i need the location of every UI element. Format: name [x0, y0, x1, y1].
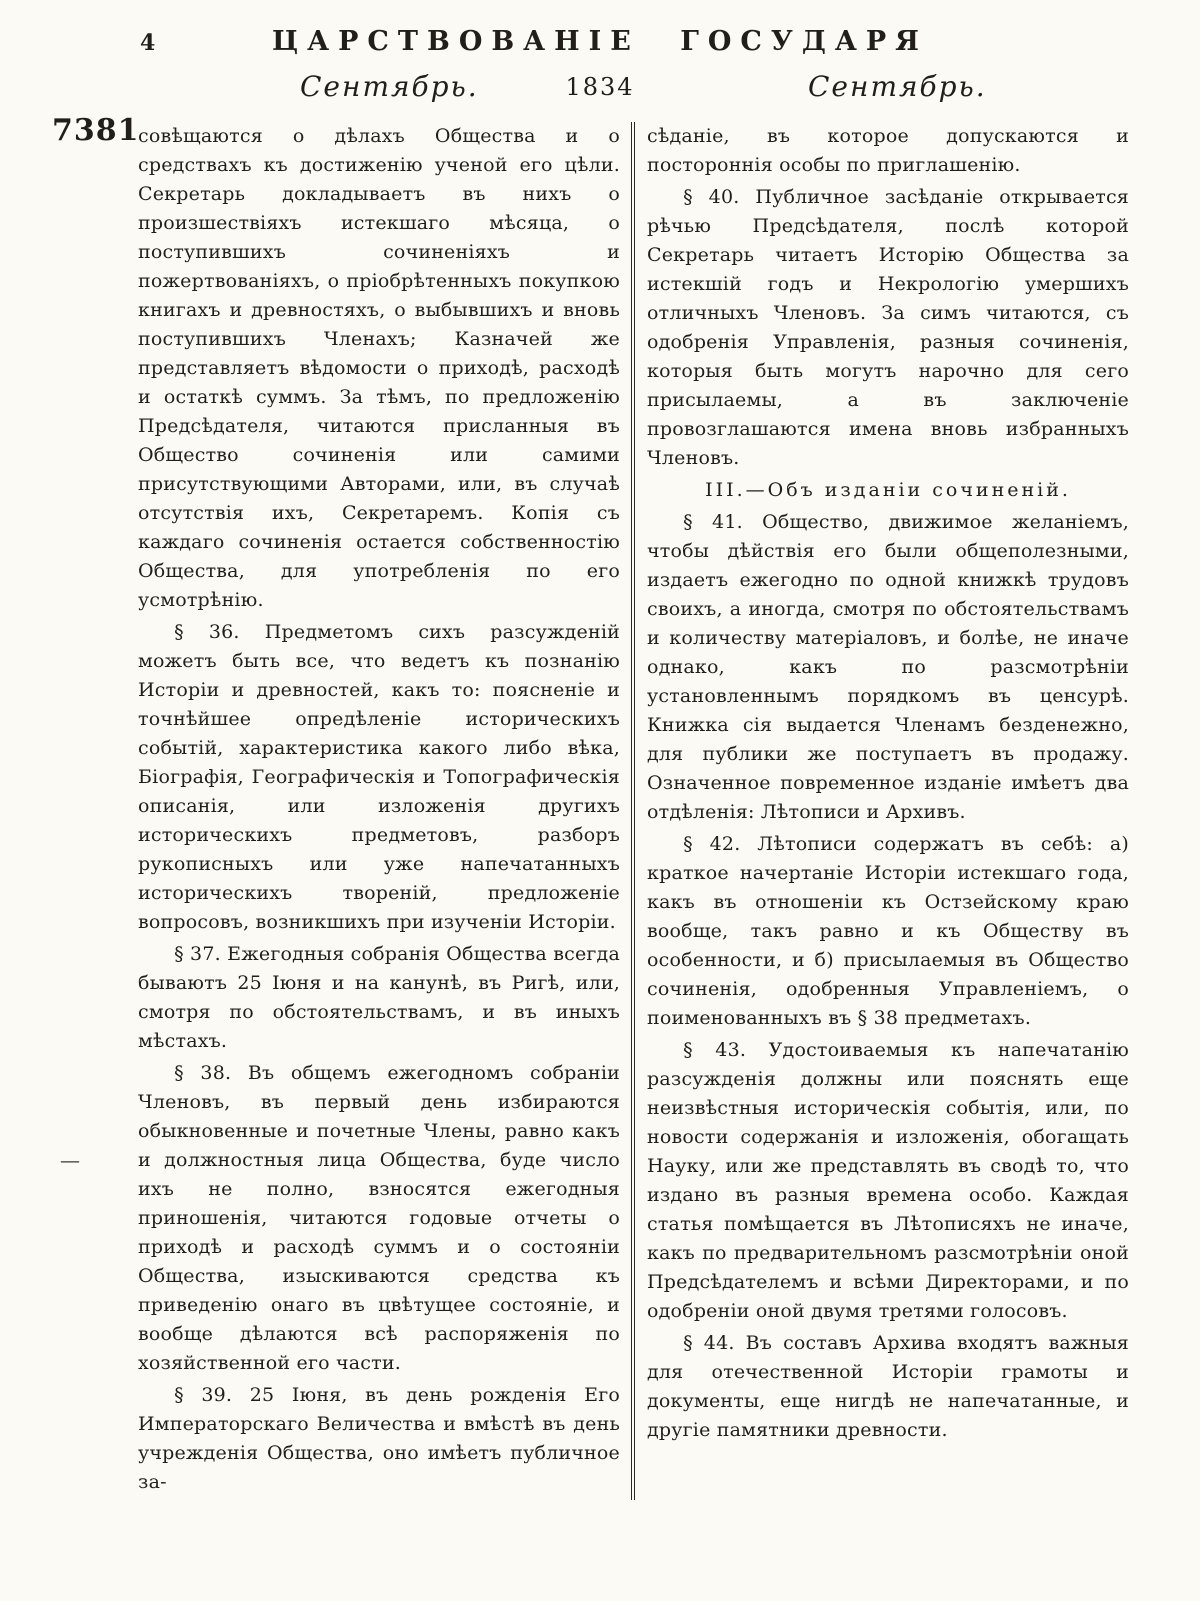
column-divider-rule — [631, 122, 635, 1500]
paragraph: § 41. Общество, движимое желаніемъ, чтобы дѣйствія его были общеполезными, издаетъ ежегодно по одной книжкѣ трудовъ своихъ, а иногда, смотря по обстоятельствамъ и количеству матеріаловъ, и болѣе, не иначе однако, какъ по разсмотрѣніи установленнымъ порядкомъ въ ценсурѣ. Книжка сія выдается Членамъ безденежно, для публики же поступаетъ въ продажу. Означенное повременное изданіе имѣетъ два отдѣленія: Лѣтописи и Архивъ. — [647, 511, 1129, 823]
right-column — [647, 122, 1129, 1500]
paragraph: § 38. Въ общемъ ежегодномъ собраніи Членовъ, въ первый день избираются обыкновенные и почетные Члены, равно какъ и должностныя лица Общества, буде число ихъ не полно, взносятся ежегодныя приношенія, читаются годовые отчеты о приходѣ и расходѣ суммъ и о состояніи Общества, изыскиваются средства къ приведенію онаго въ цвѣтущее состояніе, и вообще дѣлаются всѣ распоряженія по хозяйственной его части. — [138, 1062, 620, 1374]
margin-dash-mark: — — [60, 1148, 80, 1172]
year-label: 1834 — [565, 73, 635, 101]
month-label-right: Сентябрь. — [808, 70, 987, 103]
section-heading: III.—Объ изданіи сочиненій. — [705, 479, 1071, 501]
page-title: ЦАРСТВОВАНІЕ ГОСУДАРЯ — [272, 26, 928, 57]
paragraph: § 43. Удостоиваемыя къ напечатанію разсужденія должны или пояснять еще неизвѣстныя историческія событія, или, по новости содержанія и изложенія, обогащать Науку, или же представлять въ сводѣ то, что издано въ разныя времена особо. Каждая статья помѣщается въ Лѣтописяхъ не иначе, какъ по предварительномъ разсмотрѣніи оной Предсѣдателемъ и всѣми Директорами, и по одобреніи оной двумя третями голосовъ. — [647, 1039, 1129, 1322]
paragraph: § 40. Публичное засѣданіе открывается рѣчью Предсѣдателя, послѣ которой Секретарь читаетъ Исторію Общества за истекшій годъ и Некрологію умершихъ отличныхъ Членовъ. За симъ читаются, съ одобренія Управленія, разныя сочиненія, которыя быть могутъ нарочно для сего присылаемы, а въ заключеніе провозглашаются имена вновь избранныхъ Членовъ. — [647, 186, 1129, 469]
margin-entry-number: 7381 — [52, 113, 140, 148]
paragraph: сѣданіе, въ которое допускаются и постороннія особы по приглашенію. — [647, 125, 1129, 176]
left-column — [138, 122, 620, 1500]
paragraph: § 42. Лѣтописи содержатъ въ себѣ: а) краткое начертаніе Исторіи истекшаго года, какъ въ отношеніи къ Остзейскому краю вообще, такъ равно и къ Обществу въ особенности, и б) присылаемыя въ Общество сочиненія, одобренныя Управленіемъ, о поименованныхъ въ § 38 предметахъ. — [647, 833, 1129, 1029]
paragraph: § 37. Ежегодныя собранія Общества всегда бываютъ 25 Іюня и на канунѣ, въ Ригѣ, или, смотря по обстоятельствамъ, и въ иныхъ мѣстахъ. — [138, 943, 620, 1052]
two-column-body — [138, 122, 1136, 1500]
running-head-subline — [0, 70, 1200, 110]
paragraph: § 36. Предметомъ сихъ разсужденій можетъ быть все, что ведетъ къ познанію Исторіи и древностей, какъ то: поясненіе и точнѣйшее опредѣленіе историческихъ событій, характеристика какого либо вѣка, Біографія, Географическія и Топографическія описанія, или изложенія другихъ историческихъ предметовъ, разборъ рукописныхъ или уже напечатанныхъ историческихъ твореній, предложеніе вопросовъ, возникшихъ при изученіи Исторіи. — [138, 621, 620, 933]
page-number: 4 — [140, 30, 156, 56]
paragraph: совѣщаются о дѣлахъ Общества и о средствахъ къ достиженію ученой его цѣли. Секретарь докладываетъ въ нихъ о произшествіяхъ истекшаго мѣсяца, о поступившихъ сочиненіяхъ и пожертвованіяхъ, о пріобрѣтенныхъ покупкою книгахъ и древностяхъ, о выбывшихъ и вновь поступившихъ Членахъ; Казначей же представляетъ вѣдомости о приходѣ, расходѣ и остаткѣ суммъ. За тѣмъ, по предложенію Предсѣдателя, читаются присланныя въ Общество сочиненія или самими присутствующими Авторами, или, въ случаѣ отсутствія ихъ, Секретаремъ. Копія съ каждаго сочиненія остается собственностію Общества, для употребленія по его усмотрѣнію. — [138, 125, 620, 611]
paragraph: § 39. 25 Іюня, въ день рожденія Его Императорскаго Величества и вмѣстѣ въ день учрежденія Общества, оно имѣетъ публичное за- — [138, 1384, 620, 1493]
month-label-left: Сентябрь. — [300, 70, 479, 103]
paragraph: § 44. Въ составъ Архива входятъ важныя для отечественной Исторіи грамоты и документы, еще нигдѣ не напечатанные, и другіе памятники древности. — [647, 1332, 1129, 1441]
